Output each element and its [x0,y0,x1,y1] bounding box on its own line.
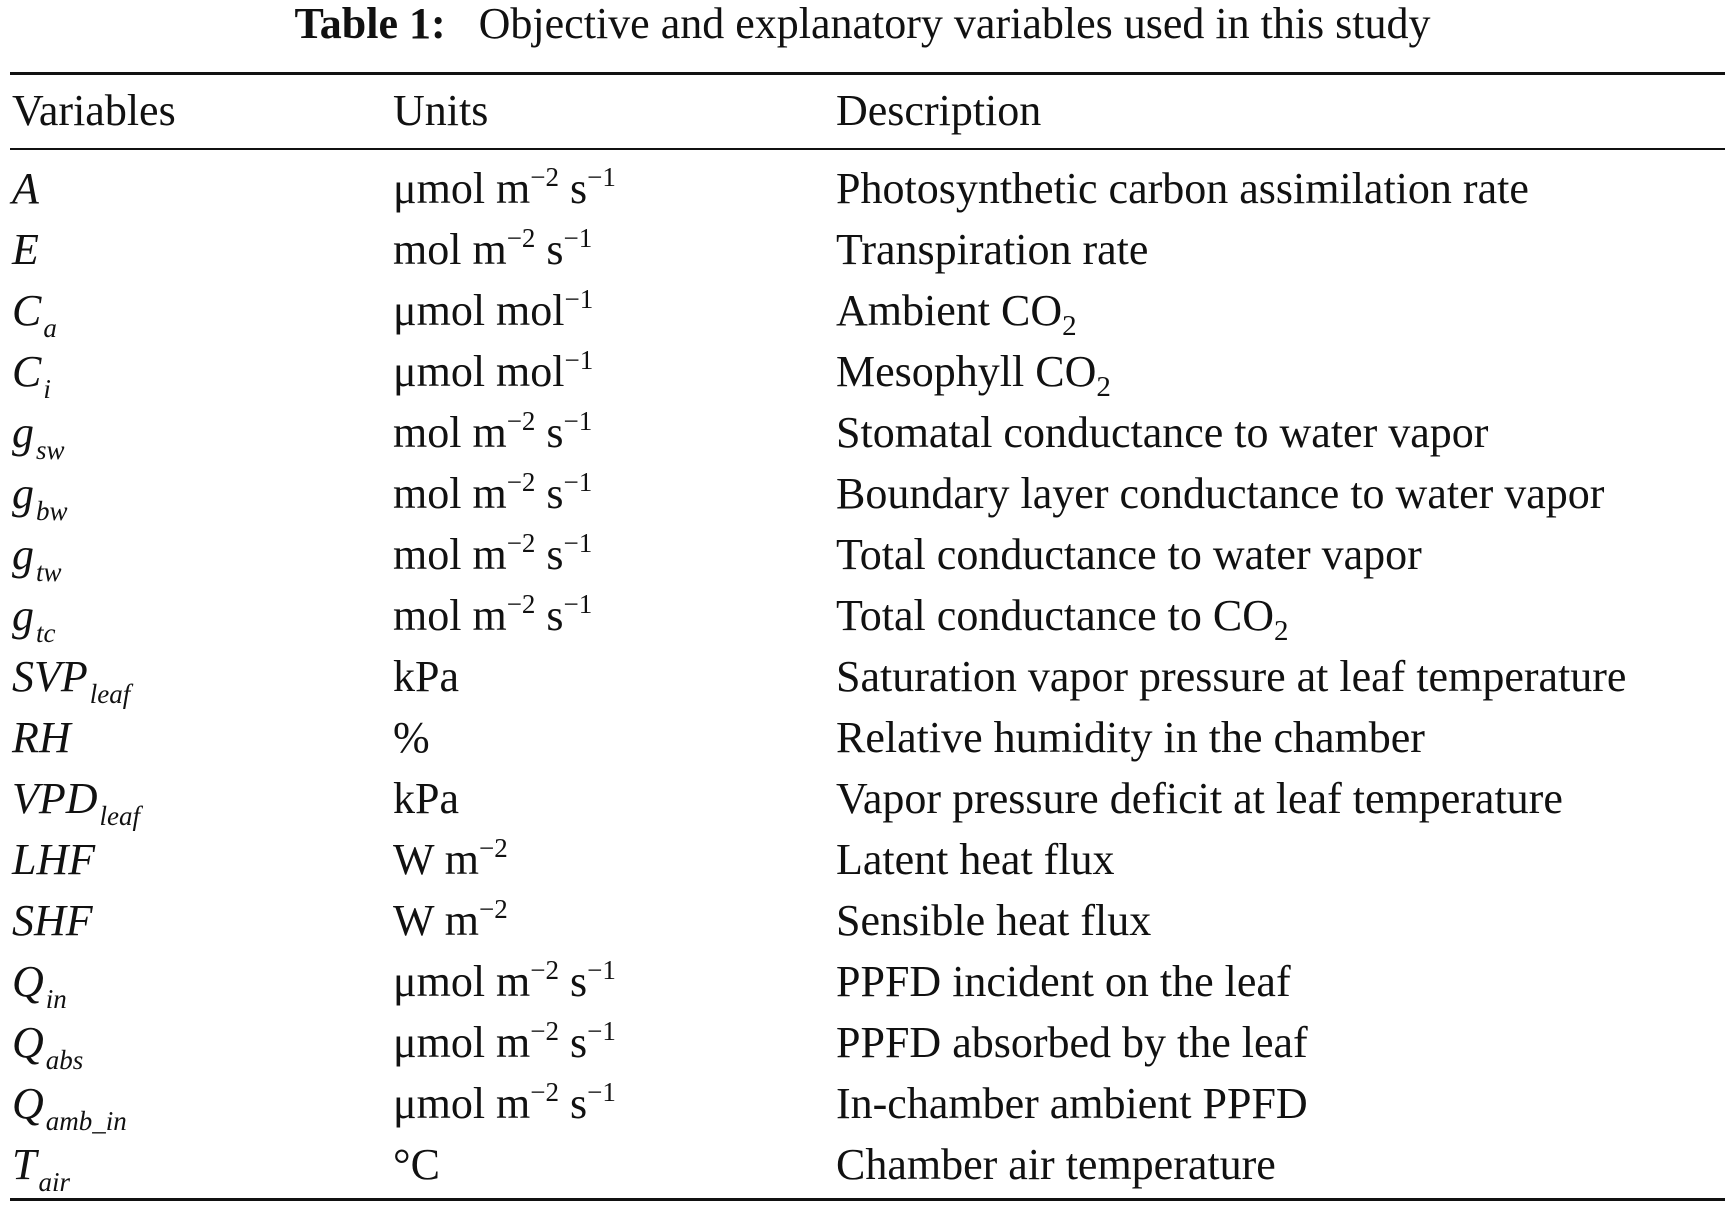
top-rule [10,72,1725,75]
header-variables: Variables [12,86,176,135]
unit-superscript: −1 [587,955,616,985]
unit-text: s [535,469,564,518]
description-cell [836,829,1115,890]
description-text: Sensible heat flux [836,896,1152,945]
table-row [0,951,1725,1012]
table-header-row [0,80,1725,141]
variable-symbol: RH [12,713,71,762]
unit-text: mol m [393,408,507,457]
table-row [0,280,1725,341]
unit-superscript: −2 [506,528,536,558]
variable-cell [12,280,57,347]
description-cell [836,1073,1308,1134]
unit-superscript: −2 [506,589,536,619]
unit-superscript: −2 [478,833,508,863]
variable-symbol: LHF [12,835,96,884]
description-cell [836,463,1604,524]
variable-cell [12,1134,70,1201]
variable-cell [12,890,93,951]
variable-cell [12,829,95,890]
variable-symbol: Q [12,1079,44,1128]
variable-symbol: g [12,591,34,640]
description-text: In-chamber ambient PPFD [836,1079,1308,1128]
unit-text: s [559,957,588,1006]
variable-symbol: E [12,225,39,274]
table-row [0,585,1725,646]
variable-cell [12,524,62,591]
unit-cell [393,280,593,347]
description-text: Relative humidity in the chamber [836,713,1425,762]
description-text: PPFD incident on the leaf [836,957,1291,1006]
caption-label: Table 1: [294,0,446,48]
unit-cell [393,1073,616,1140]
unit-cell [393,707,430,768]
description-text: Chamber air temperature [836,1140,1276,1189]
description-subscript: 2 [1062,310,1077,342]
unit-superscript: −1 [563,528,593,558]
variable-cell [12,768,140,835]
unit-cell [393,585,592,652]
unit-superscript: −1 [564,345,594,375]
description-cell [836,341,1111,408]
table-row [0,341,1725,402]
variable-subscript: air [38,1167,70,1197]
unit-text: mol m [393,530,507,579]
variable-symbol: g [12,469,34,518]
unit-text: mol m [393,469,507,518]
unit-text: s [559,1018,588,1067]
unit-text: μmol m [393,1018,531,1067]
unit-cell [393,219,592,286]
variable-cell [12,707,71,768]
description-cell [836,890,1151,951]
table-row [0,707,1725,768]
unit-text: μmol m [393,164,531,213]
variable-symbol: SHF [12,896,93,945]
table-row [0,890,1725,951]
variable-cell [12,402,65,469]
unit-cell [393,646,459,707]
table-row [0,768,1725,829]
caption-spacer [457,0,479,48]
variable-subscript: leaf [89,679,131,709]
unit-superscript: −1 [587,162,616,192]
description-cell [836,585,1289,652]
table-row [0,158,1725,219]
description-cell [836,1134,1276,1195]
unit-superscript: −2 [530,1077,559,1107]
unit-superscript: −1 [564,284,594,314]
description-text: Transpiration rate [836,225,1149,274]
unit-text: s [535,408,564,457]
unit-text: s [535,225,564,274]
description-cell [836,158,1529,219]
variable-symbol: T [12,1140,37,1189]
unit-superscript: −2 [506,223,536,253]
unit-cell [393,951,616,1018]
unit-cell [393,158,616,225]
unit-cell [393,524,592,591]
variable-symbol: A [12,164,39,213]
description-text: Total conductance to CO [836,591,1275,640]
unit-superscript: −2 [530,1016,559,1046]
table-row [0,219,1725,280]
variable-cell [12,585,56,652]
unit-text: μmol m [393,957,531,1006]
unit-superscript: −2 [506,406,536,436]
bottom-rule [10,1198,1725,1201]
description-text: Saturation vapor pressure at leaf temperature [836,652,1627,701]
table-row [0,646,1725,707]
unit-cell [393,341,593,408]
unit-text: μmol mol [393,347,565,396]
unit-cell [393,768,459,829]
unit-cell [393,890,508,957]
variable-symbol: g [12,530,34,579]
unit-text: kPa [393,774,459,823]
description-text: Photosynthetic carbon assimilation rate [836,164,1529,213]
variable-cell [12,158,39,219]
description-subscript: 2 [1274,615,1289,647]
unit-text: s [535,591,564,640]
description-text: PPFD absorbed by the leaf [836,1018,1308,1067]
variable-cell [12,1073,127,1140]
variable-cell [12,341,51,408]
description-text: Vapor pressure deficit at leaf temperature [836,774,1563,823]
caption-text: Objective and explanatory variables used in this study [478,0,1431,48]
description-text: Total conductance to water vapor [836,530,1422,579]
variable-symbol: g [12,408,34,457]
unit-superscript: −2 [478,894,508,924]
description-cell [836,768,1563,829]
header-rule [10,148,1725,150]
unit-superscript: −2 [506,467,536,497]
description-cell [836,280,1077,347]
table-row [0,1012,1725,1073]
variable-subscript: amb_in [45,1106,127,1136]
unit-superscript: −1 [563,406,593,436]
variable-symbol: Q [12,957,44,1006]
description-cell [836,707,1425,768]
unit-cell [393,1134,440,1195]
unit-text: s [559,1079,588,1128]
unit-cell [393,463,592,530]
description-cell [836,402,1488,463]
unit-superscript: −1 [563,589,593,619]
unit-text: s [535,530,564,579]
unit-superscript: −2 [530,162,559,192]
header-description: Description [836,86,1042,135]
description-subscript: 2 [1096,371,1111,403]
variable-subscript: tw [36,557,62,587]
table-row [0,463,1725,524]
variable-subscript: tc [36,618,56,648]
unit-text: s [559,164,588,213]
unit-superscript: −1 [587,1077,616,1107]
table-body [0,158,1725,1195]
unit-superscript: −1 [587,1016,616,1046]
description-cell [836,524,1422,585]
table-row [0,524,1725,585]
variable-symbol: Q [12,1018,44,1067]
description-cell [836,646,1626,707]
description-text: Latent heat flux [836,835,1115,884]
variable-cell [12,219,39,280]
unit-cell [393,829,508,896]
table-caption [0,0,1725,48]
description-text: Ambient CO [836,286,1063,335]
variable-symbol: SVP [12,652,88,701]
unit-text: kPa [393,652,459,701]
variable-subscript: bw [36,496,68,526]
description-cell [836,1012,1308,1073]
variable-subscript: in [45,984,67,1014]
table-row [0,402,1725,463]
variable-subscript: a [43,313,57,343]
variable-cell [12,951,67,1018]
header-units: Units [393,86,489,135]
unit-text: W m [393,896,479,945]
unit-text: mol m [393,225,507,274]
variable-symbol: VPD [12,774,98,823]
unit-text: °C [393,1140,440,1189]
table-row [0,1134,1725,1195]
variable-cell [12,646,130,713]
description-cell [836,951,1291,1012]
unit-text: W m [393,835,479,884]
unit-superscript: −1 [563,467,593,497]
variable-symbol: C [12,286,42,335]
unit-cell [393,1012,616,1079]
table-row [0,1073,1725,1134]
unit-text: μmol mol [393,286,565,335]
unit-text: μmol m [393,1079,531,1128]
unit-text: % [393,713,430,762]
variable-subscript: abs [45,1045,84,1075]
description-text: Stomatal conductance to water vapor [836,408,1489,457]
description-text: Mesophyll CO [836,347,1097,396]
variable-cell [12,1012,83,1079]
unit-cell [393,402,592,469]
unit-text: mol m [393,591,507,640]
variable-cell [12,463,68,530]
variable-subscript: sw [36,435,65,465]
table-row [0,829,1725,890]
description-cell [836,219,1148,280]
variable-subscript: leaf [99,801,141,831]
unit-superscript: −2 [530,955,559,985]
variable-symbol: C [12,347,42,396]
variable-subscript: i [43,374,51,404]
unit-superscript: −1 [563,223,593,253]
description-text: Boundary layer conductance to water vapor [836,469,1605,518]
